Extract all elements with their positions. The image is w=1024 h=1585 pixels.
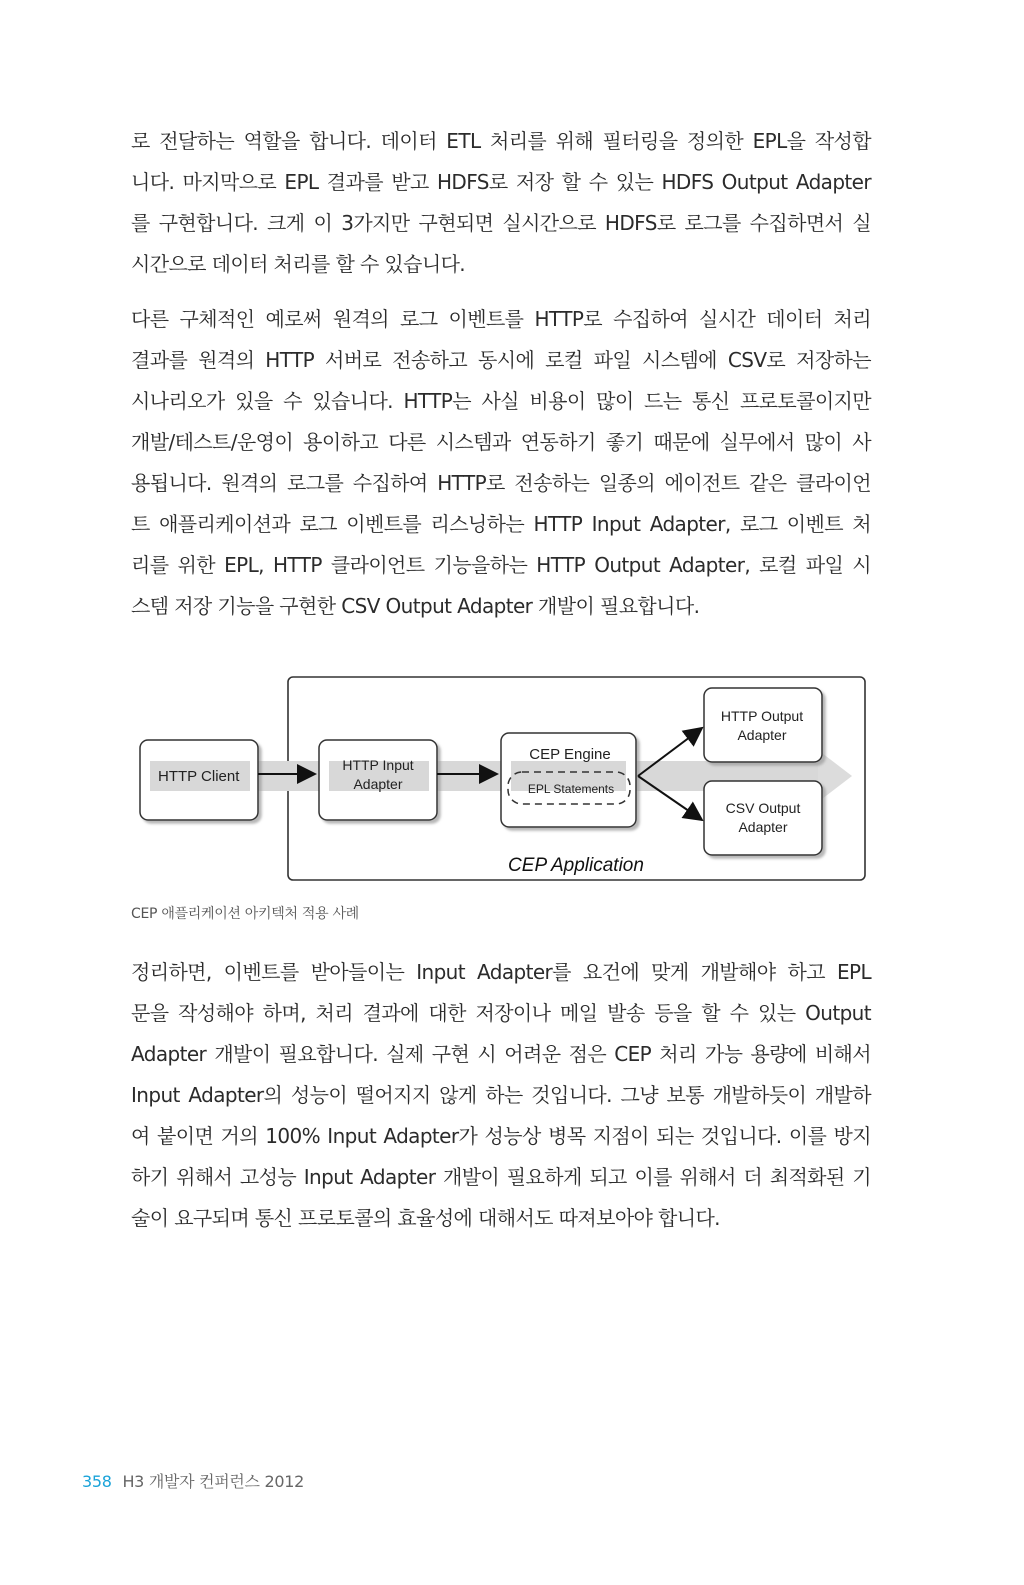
- text-line: 결과를 원격의 HTTP 서버로 전송하고 동시에 로컬 파일 시스템에 CSV로 저장하는: [131, 348, 871, 372]
- footer-title: H3 개발자 컨퍼런스 2012: [122, 1472, 305, 1491]
- paragraph-3: [131, 952, 871, 1239]
- text-line: 정리하면, 이벤트를 받아들이는 Input Adapter를 요건에 맞게 개발해야 하고 EPL: [131, 960, 871, 984]
- paragraph-2: [131, 299, 871, 627]
- http-input-adapter-label-1: HTTP Input: [342, 757, 414, 773]
- text-line: 하기 위해서 고성능 Input Adapter 개발이 필요하게 되고 이를 위해서 더 최적화된 기: [131, 1165, 871, 1189]
- text-line: 시간으로 데이터 처리를 할 수 있습니다.: [131, 252, 466, 276]
- text-line: 스템 저장 기능을 구현한 CSV Output Adapter 개발이 필요합니다.: [131, 594, 700, 618]
- text-line: 니다. 마지막으로 EPL 결과를 받고 HDFS로 저장 할 수 있는 HDFS Output Adapter: [131, 170, 871, 194]
- http-output-adapter-label-2: Adapter: [737, 727, 787, 743]
- csv-output-adapter-label-1: CSV Output: [725, 800, 801, 816]
- csv-output-adapter-label-2: Adapter: [738, 819, 788, 835]
- paragraph-1: [131, 121, 871, 285]
- http-input-adapter-label-2: Adapter: [353, 776, 403, 792]
- text-line: 술이 요구되며 통신 프로토콜의 효율성에 대해서도 따져보아야 합니다.: [131, 1206, 720, 1230]
- cep-architecture-diagram: [130, 668, 875, 893]
- http-output-adapter-box: [704, 688, 822, 762]
- text-line: 트 애플리케이션과 로그 이벤트를 리스닝하는 HTTP Input Adapter, 로그 이벤트 처: [131, 512, 871, 536]
- text-line: 를 구현합니다. 크게 이 3가지만 구현되면 실시간으로 HDFS로 로그를 수집하면서 실: [131, 211, 871, 235]
- page-number: 358: [82, 1472, 112, 1491]
- text-line: 개발/테스트/운영이 용이하고 다른 시스템과 연동하기 좋기 때문에 실무에서 많이 사: [131, 430, 871, 454]
- text-line: Adapter 개발이 필요합니다. 실제 구현 시 어려운 점은 CEP 처리 가능 용량에 비해서: [131, 1042, 871, 1066]
- cep-engine-label: CEP Engine: [529, 746, 611, 763]
- http-client-label: HTTP Client: [158, 768, 240, 785]
- text-line: 다른 구체적인 예로써 원격의 로그 이벤트를 HTTP로 수집하여 실시간 데이터 처리: [131, 307, 871, 331]
- text-line: 로 전달하는 역할을 합니다. 데이터 ETL 처리를 위해 필터링을 정의한 EPL을 작성합: [131, 129, 871, 153]
- csv-output-adapter-box: [704, 781, 822, 855]
- text-line: 용됩니다. 원격의 로그를 수집하여 HTTP로 전송하는 일종의 에이전트 같은 클라이언: [131, 471, 871, 495]
- text-line: 여 붙이면 거의 100% Input Adapter가 성능상 병목 지점이 되는 것입니다. 이를 방지: [131, 1124, 871, 1148]
- text-line: Input Adapter의 성능이 떨어지지 않게 하는 것입니다. 그냥 보통 개발하듯이 개발하: [131, 1083, 871, 1107]
- figure-caption: CEP 애플리케이션 아키텍처 적용 사례: [131, 906, 359, 922]
- epl-statements-label: EPL Statements: [527, 782, 615, 796]
- page-footer: [82, 1469, 304, 1492]
- text-line: 시나리오가 있을 수 있습니다. HTTP는 사실 비용이 많이 드는 통신 프로토콜이지만: [131, 389, 871, 413]
- http-output-adapter-label-1: HTTP Output: [720, 708, 804, 724]
- text-line: 문을 작성해야 하며, 처리 결과에 대한 저장이나 메일 발송 등을 할 수 있는 Output: [131, 1001, 871, 1025]
- text-line: 리를 위한 EPL, HTTP 클라이언트 기능을하는 HTTP Output Adapter, 로컬 파일 시: [131, 553, 871, 577]
- cep-application-label: CEP Application: [508, 855, 644, 876]
